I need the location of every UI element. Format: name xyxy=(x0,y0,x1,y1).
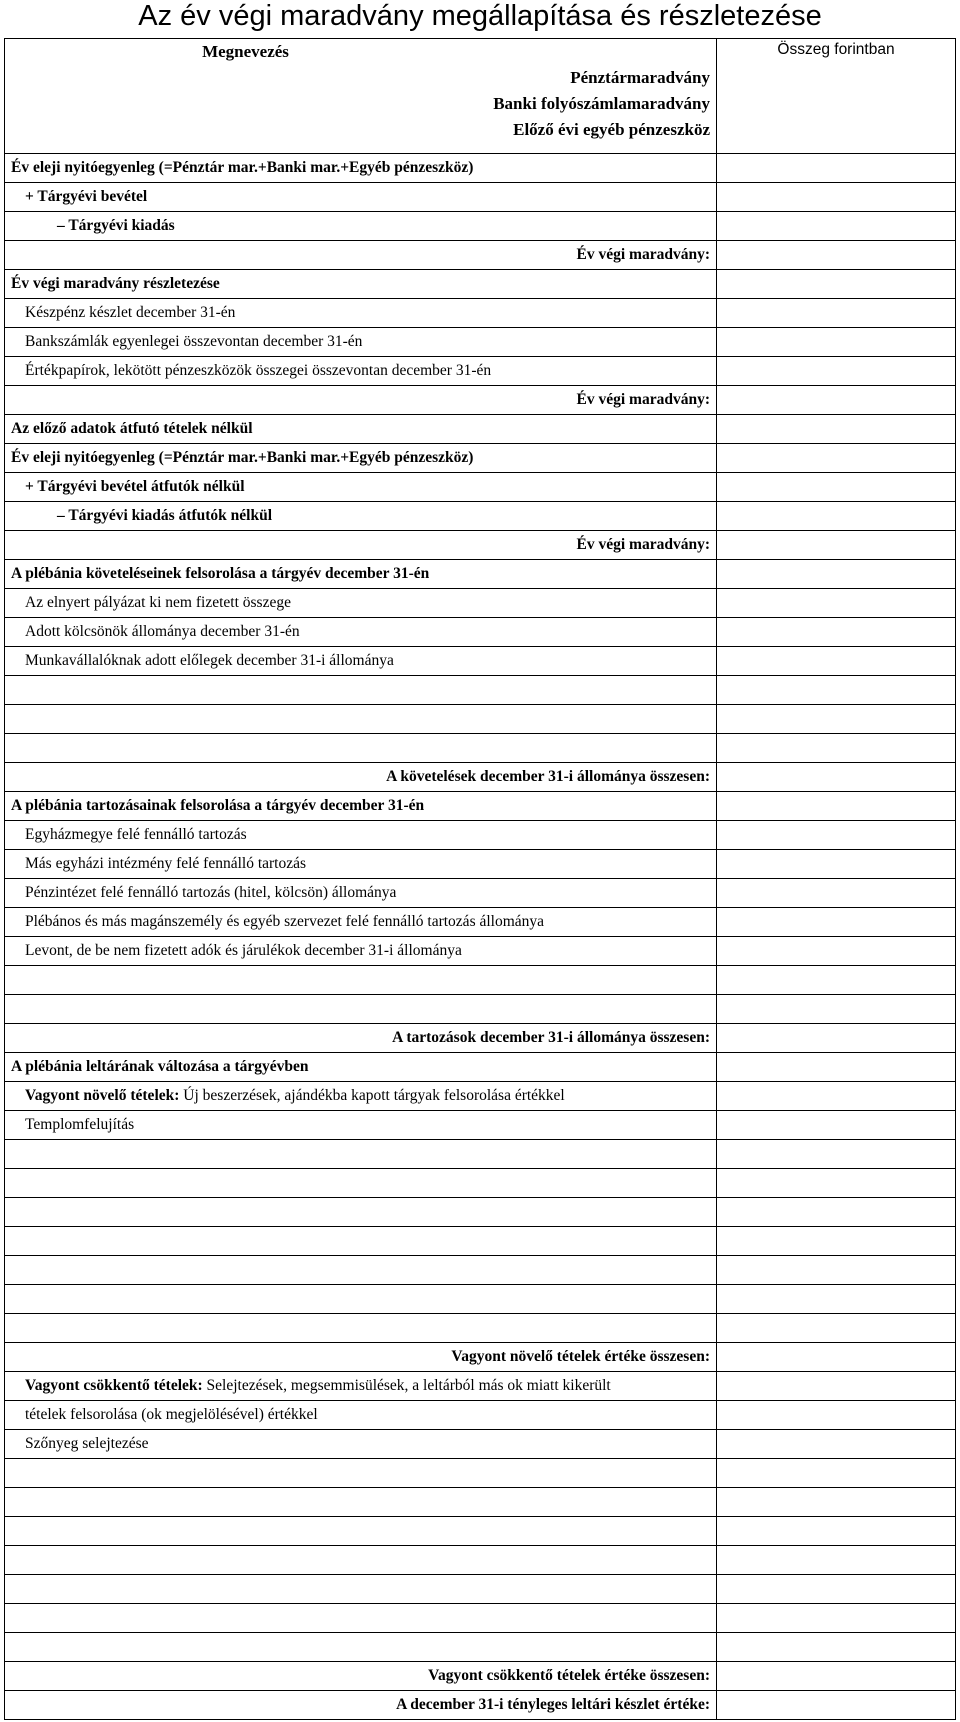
row-cash: Készpénz készlet december 31-én xyxy=(5,299,717,328)
row-receivables-total: A követelések december 31-i állománya összesen: xyxy=(5,763,717,792)
row-decrease-items-label xyxy=(5,1372,717,1401)
row-church-renovation: Templomfelujítás xyxy=(5,1111,717,1140)
amount-cell[interactable] xyxy=(717,763,956,792)
row-private-debt: Plébános és más magánszemély és egyéb szervezet felé fennálló tartozás állománya xyxy=(5,908,717,937)
amount-cell[interactable] xyxy=(717,995,956,1024)
amount-cell[interactable] xyxy=(717,1111,956,1140)
amount-cell[interactable] xyxy=(717,183,956,212)
amount-cell[interactable] xyxy=(717,1285,956,1314)
blank-row[interactable] xyxy=(5,734,717,763)
amount-cell[interactable] xyxy=(717,502,956,531)
row-increase-total: Vagyont növelő tételek értéke összesen: xyxy=(5,1343,717,1372)
amount-cell[interactable] xyxy=(717,1575,956,1604)
row-church-institution-debt: Más egyházi intézmény felé fennálló tartozás xyxy=(5,850,717,879)
amount-cell[interactable] xyxy=(717,589,956,618)
row-decrease-items-cont: tételek felsorolása (ok megjelölésével) értékkel xyxy=(5,1401,717,1430)
amount-cell[interactable] xyxy=(717,1633,956,1662)
section-receivables: A plébánia követeléseinek felsorolása a tárgyév december 31-én xyxy=(5,560,717,589)
amount-cell[interactable] xyxy=(717,357,956,386)
increase-items-bold: Vagyont növelő tételek: xyxy=(25,1087,180,1104)
row-bank-debt: Pénzintézet felé fennálló tartozás (hitel, kölcsön) állománya xyxy=(5,879,717,908)
blank-row[interactable] xyxy=(5,1546,717,1575)
amount-cell[interactable] xyxy=(717,241,956,270)
amount-cell[interactable] xyxy=(717,386,956,415)
amount-cell[interactable] xyxy=(717,850,956,879)
section-without-transit: Az előző adatok átfutó tételek nélkül xyxy=(5,415,717,444)
amount-cell[interactable] xyxy=(717,1024,956,1053)
row-expense: – Tárgyévi kiadás xyxy=(5,212,717,241)
decrease-items-rest: Selejtezések, megsemmisülések, a leltárból más ok miatt kikerült xyxy=(202,1377,611,1394)
row-grant-receivable: Az elnyert pályázat ki nem fizetett összege xyxy=(5,589,717,618)
amount-cell[interactable] xyxy=(717,1169,956,1198)
row-liabilities-total: A tartozások december 31-i állománya összesen: xyxy=(5,1024,717,1053)
amount-cell[interactable] xyxy=(717,1546,956,1575)
amount-cell[interactable] xyxy=(717,1372,956,1401)
amount-cell[interactable] xyxy=(717,618,956,647)
row-employee-advances: Munkavállalóknak adott előlegek december 31-i állománya xyxy=(5,647,717,676)
amount-cell[interactable] xyxy=(717,415,956,444)
amount-cell[interactable] xyxy=(717,212,956,241)
column-header-amount: Összeg forintban xyxy=(717,39,956,154)
blank-row[interactable] xyxy=(5,1256,717,1285)
blank-row[interactable] xyxy=(5,966,717,995)
amount-cell[interactable] xyxy=(717,1430,956,1459)
row-inventory-total: A december 31-i tényleges leltári készlet értéke: xyxy=(5,1691,717,1720)
header-row xyxy=(5,39,956,154)
section-liabilities: A plébánia tartozásainak felsorolása a tárgyév december 31-én xyxy=(5,792,717,821)
row-bank-accounts: Bankszámlák egyenlegei összevontan december 31-én xyxy=(5,328,717,357)
blank-row[interactable] xyxy=(5,1285,717,1314)
blank-row[interactable] xyxy=(5,1198,717,1227)
row-year-end-balance-2: Év végi maradvány: xyxy=(5,386,717,415)
row-income-net: + Tárgyévi bevétel átfutók nélkül xyxy=(5,473,717,502)
amount-cell[interactable] xyxy=(717,647,956,676)
amount-cell[interactable] xyxy=(717,1691,956,1720)
blank-row[interactable] xyxy=(5,995,717,1024)
row-decrease-total: Vagyont csökkentő tételek értéke összesen: xyxy=(5,1662,717,1691)
amount-cell[interactable] xyxy=(717,1343,956,1372)
amount-cell[interactable] xyxy=(717,821,956,850)
header-name-cell xyxy=(5,39,717,154)
amount-cell[interactable] xyxy=(717,1227,956,1256)
row-loans-given: Adott kölcsönök állománya december 31-én xyxy=(5,618,717,647)
blank-row[interactable] xyxy=(5,1517,717,1546)
amount-cell[interactable] xyxy=(717,1198,956,1227)
amount-cell[interactable] xyxy=(717,1082,956,1111)
amount-cell[interactable] xyxy=(717,328,956,357)
amount-cell[interactable] xyxy=(717,966,956,995)
row-expense-net: – Tárgyévi kiadás átfutók nélkül xyxy=(5,502,717,531)
amount-cell[interactable] xyxy=(717,1314,956,1343)
balance-form-table xyxy=(4,38,956,1720)
decrease-items-bold: Vagyont csökkentő tételek: xyxy=(25,1377,203,1394)
amount-cell[interactable] xyxy=(717,1517,956,1546)
row-year-end-balance: Év végi maradvány: xyxy=(5,241,717,270)
amount-cell[interactable] xyxy=(717,299,956,328)
section-breakdown: Év végi maradvány részletezése xyxy=(5,270,717,299)
page-title: Az év végi maradvány megállapítása és részletezése xyxy=(138,0,822,32)
row-carpet-disposal: Szőnyeg selejtezése xyxy=(5,1430,717,1459)
amount-cell[interactable] xyxy=(717,879,956,908)
row-opening-balance: Év eleji nyitóegyenleg (=Pénztár mar.+Banki mar.+Egyéb pénzeszköz) xyxy=(5,154,717,183)
amount-cell[interactable] xyxy=(717,705,956,734)
column-header-name: Megnevezés xyxy=(202,42,289,61)
row-income: + Tárgyévi bevétel xyxy=(5,183,717,212)
blank-row[interactable] xyxy=(5,1633,717,1662)
row-increase-items-label xyxy=(5,1082,717,1111)
amount-cell[interactable] xyxy=(717,1401,956,1430)
amount-cell[interactable] xyxy=(717,792,956,821)
amount-cell[interactable] xyxy=(717,473,956,502)
blank-row[interactable] xyxy=(5,1169,717,1198)
amount-cell[interactable] xyxy=(717,1662,956,1691)
blank-row[interactable] xyxy=(5,1314,717,1343)
section-inventory-change: A plébánia leltárának változása a tárgyévben xyxy=(5,1053,717,1082)
amount-cell[interactable] xyxy=(717,908,956,937)
amount-cell[interactable] xyxy=(717,444,956,473)
amount-cell[interactable] xyxy=(717,1053,956,1082)
amount-cell[interactable] xyxy=(717,1459,956,1488)
blank-row[interactable] xyxy=(5,676,717,705)
amount-cell[interactable] xyxy=(717,734,956,763)
amount-cell[interactable] xyxy=(717,154,956,183)
row-securities: Értékpapírok, lekötött pénzeszközök összegei összevontan december 31-én xyxy=(5,357,717,386)
amount-cell[interactable] xyxy=(717,937,956,966)
row-diocese-debt: Egyházmegye felé fennálló tartozás xyxy=(5,821,717,850)
row-opening-balance-2: Év eleji nyitóegyenleg (=Pénztár mar.+Banki mar.+Egyéb pénzeszköz) xyxy=(5,444,717,473)
amount-cell[interactable] xyxy=(717,270,956,299)
blank-row[interactable] xyxy=(5,1604,717,1633)
blank-row[interactable] xyxy=(5,705,717,734)
header-line-other: Előző évi egyéb pénzeszköz xyxy=(513,120,710,139)
header-line-cash: Pénztármaradvány xyxy=(570,68,710,87)
amount-cell[interactable] xyxy=(717,676,956,705)
amount-cell[interactable] xyxy=(717,560,956,589)
blank-row[interactable] xyxy=(5,1459,717,1488)
amount-cell[interactable] xyxy=(717,1488,956,1517)
row-year-end-balance-3: Év végi maradvány: xyxy=(5,531,717,560)
row-unpaid-taxes: Levont, de be nem fizetett adók és járulékok december 31-i állománya xyxy=(5,937,717,966)
blank-row[interactable] xyxy=(5,1227,717,1256)
amount-cell[interactable] xyxy=(717,1256,956,1285)
increase-items-rest: Új beszerzések, ajándékba kapott tárgyak felsorolása értékkel xyxy=(179,1087,565,1104)
amount-cell[interactable] xyxy=(717,1604,956,1633)
blank-row[interactable] xyxy=(5,1140,717,1169)
header-line-bank: Banki folyószámlamaradvány xyxy=(493,94,710,113)
blank-row[interactable] xyxy=(5,1488,717,1517)
amount-cell[interactable] xyxy=(717,1140,956,1169)
blank-row[interactable] xyxy=(5,1575,717,1604)
amount-cell[interactable] xyxy=(717,531,956,560)
